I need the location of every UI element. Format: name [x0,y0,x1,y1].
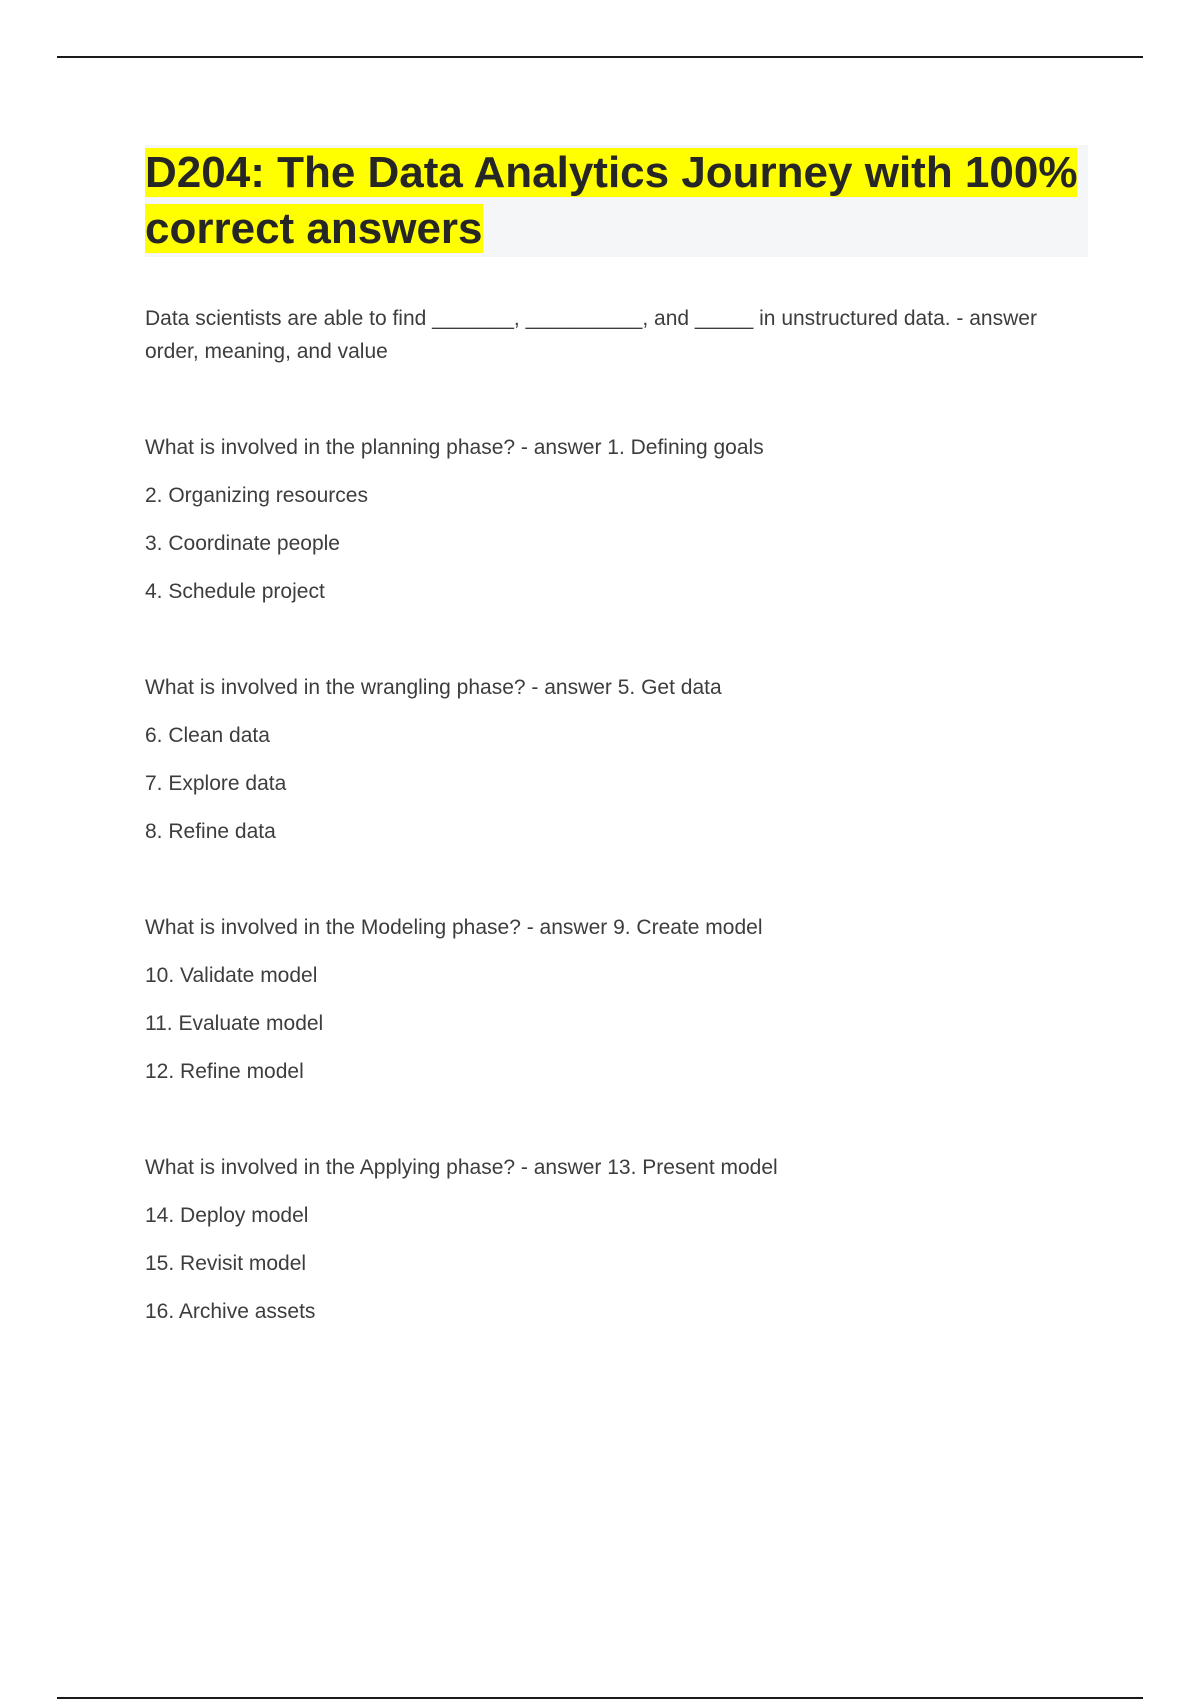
qa-section-planning [145,431,1065,608]
answer-item: 8. Refine data [145,820,276,843]
answer-item: 11. Evaluate model [145,1012,324,1035]
answer-item: 4. Schedule project [145,580,325,603]
question-line: What is involved in the Applying phase? - answer 13. Present model [145,1156,778,1179]
question-line: What is involved in the planning phase? - answer 1. Defining goals [145,436,764,459]
document-body [145,302,1065,1328]
answer-item: 16. Archive assets [145,1300,316,1323]
answer-item: 7. Explore data [145,772,287,795]
document-title [145,145,1088,257]
top-rule [57,56,1143,58]
question-line: What is involved in the Modeling phase? - answer 9. Create model [145,916,763,939]
question-line: What is involved in the wrangling phase? - answer 5. Get data [145,676,722,699]
answer-item: 3. Coordinate people [145,532,340,555]
bottom-rule [57,1697,1143,1699]
qa-section-wrangling [145,671,1065,848]
qa-section-modeling [145,911,1065,1088]
answer-item: 2. Organizing resources [145,484,368,507]
answer-item: 12. Refine model [145,1060,304,1083]
title-block [145,145,1088,257]
answer-item: 6. Clean data [145,724,270,747]
answer-item: 10. Validate model [145,964,318,987]
intro-paragraph: Data scientists are able to find _______, __________, and _____ in unstructured data. - answer order, meaning, and value [145,307,1037,363]
title-highlight: D204: The Data Analytics Journey with 100% correct answers [145,148,1078,253]
answer-item: 15. Revisit model [145,1252,307,1275]
qa-section-applying [145,1151,1065,1328]
answer-item: 14. Deploy model [145,1204,309,1227]
